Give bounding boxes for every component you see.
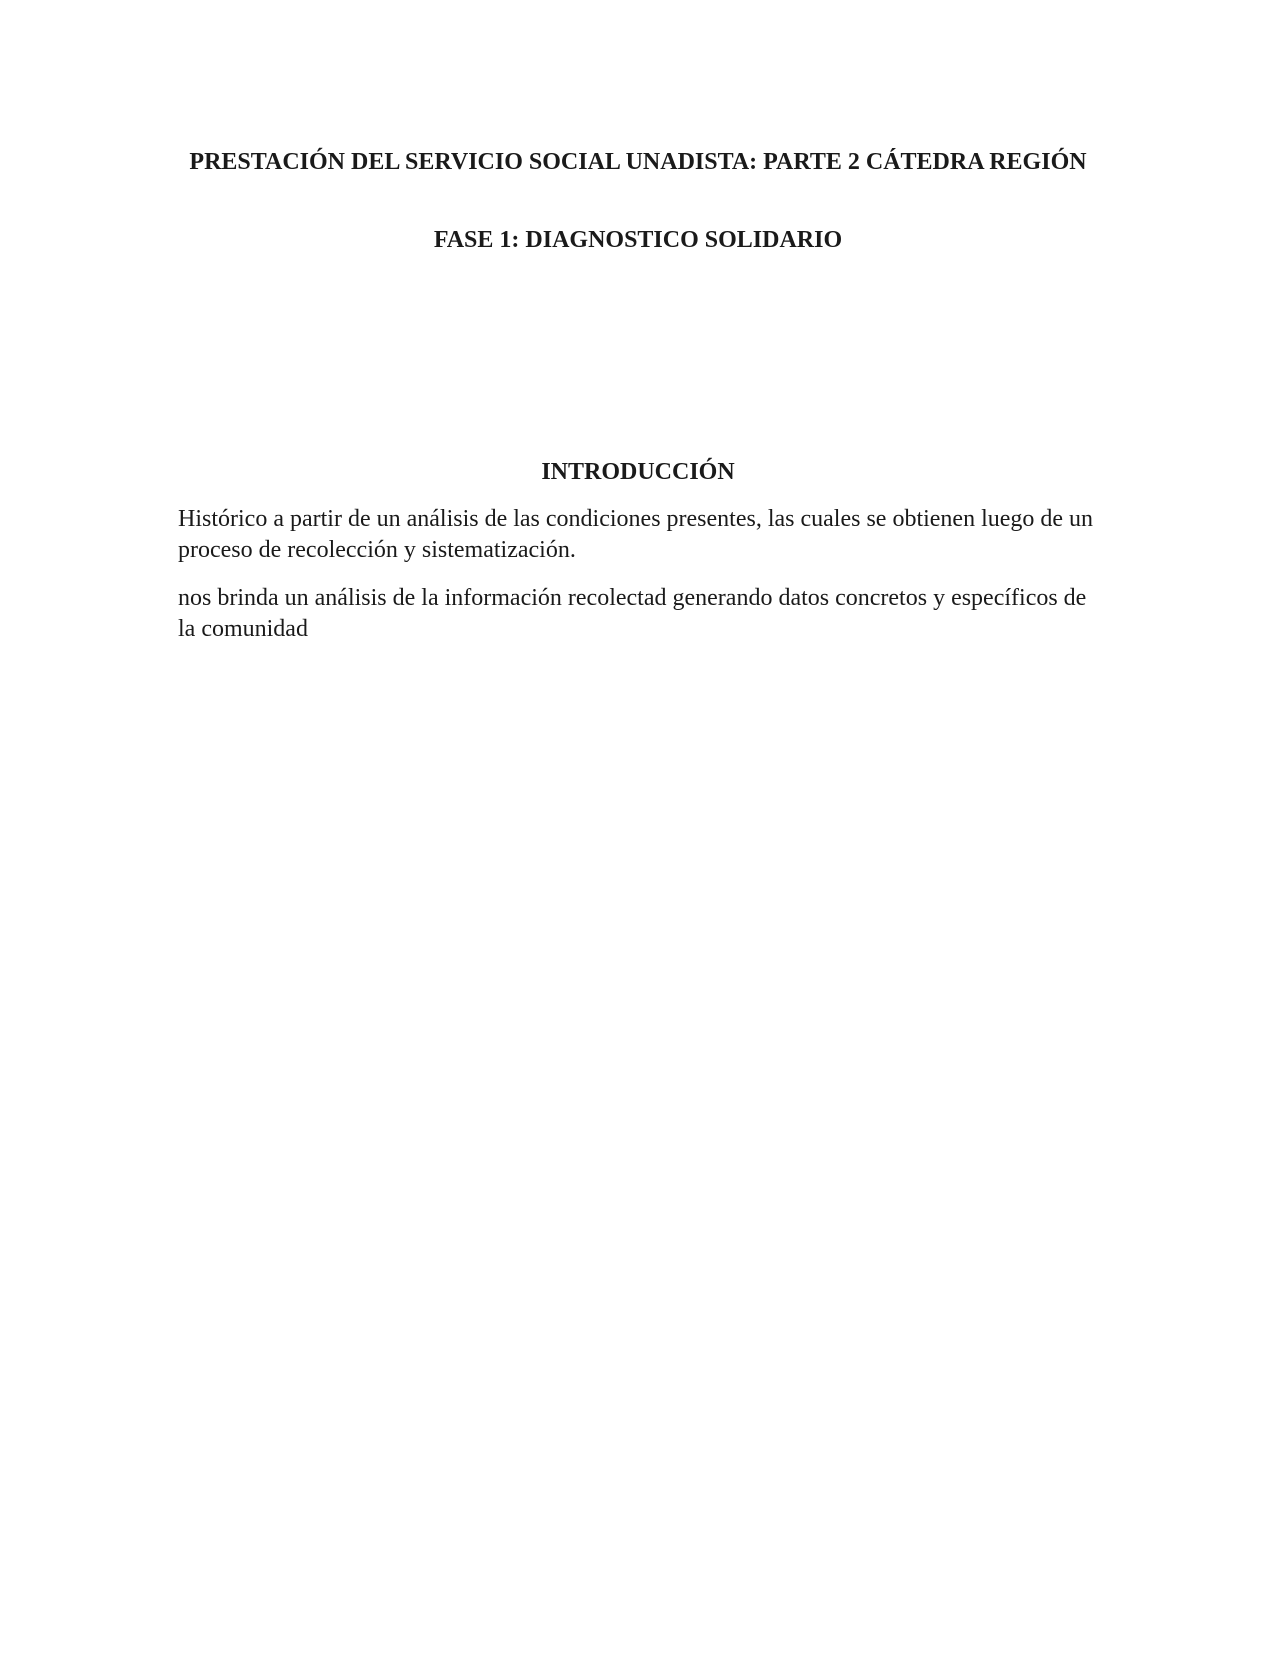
section-heading-introduction: INTRODUCCIÓN	[541, 459, 735, 485]
document-subtitle: FASE 1: DIAGNOSTICO SOLIDARIO	[433, 227, 843, 253]
document-title: PRESTACIÓN DEL SERVICIO SOCIAL UNADISTA: PARTE 2 CÁTEDRA REGIÓN	[189, 149, 1087, 175]
paragraph: Histórico a partir de un análisis de las condiciones presentes, las cuales se obtienen luego de un proceso de recolección y sistematización.	[178, 506, 1094, 563]
paragraph: nos brinda un análisis de la información recolectad generando datos concretos y específicos de la comunidad	[178, 585, 1087, 642]
